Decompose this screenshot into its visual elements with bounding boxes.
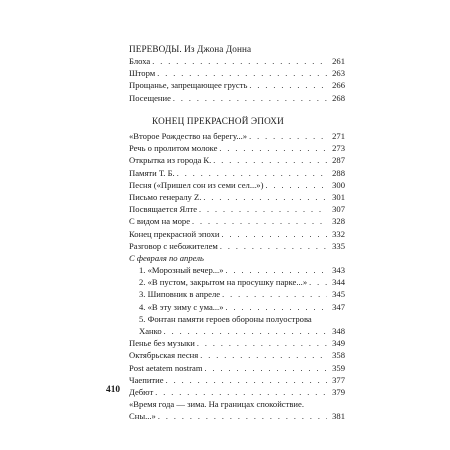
toc-entry — [129, 142, 345, 154]
toc-entry — [129, 276, 345, 288]
toc-entry-page: 273 — [332, 143, 345, 154]
toc-entry — [129, 264, 345, 276]
toc-entry-title: Ханко — [139, 326, 162, 336]
toc-entry-page: 266 — [332, 80, 345, 91]
toc-entry-title: Пенье без музыки — [129, 338, 195, 349]
toc-entry — [129, 313, 345, 325]
toc-entry-page: 359 — [332, 362, 345, 373]
toc-entry — [129, 55, 345, 67]
toc-entry — [129, 240, 345, 252]
toc-entry-title: 5. Фонтан памяти героев обороны полуострова — [139, 313, 312, 324]
toc-entry — [129, 288, 345, 300]
toc-entry-page: 335 — [332, 240, 345, 251]
leader-dots — [158, 411, 327, 423]
toc-entry-page: 347 — [332, 301, 345, 312]
toc-entry-title: Октябрьская песня — [129, 350, 199, 361]
toc-entry-title: Памяти Т. Б. — [129, 167, 175, 178]
toc-entry-page: 332 — [332, 228, 345, 239]
toc-entry — [129, 215, 345, 227]
toc-entry-page: 328 — [332, 216, 345, 227]
toc-entry-page: 307 — [332, 204, 345, 215]
toc-entry-title: Чаепитие — [129, 374, 164, 385]
toc-entry — [129, 167, 345, 179]
toc-entry-title: «Время года — зима. На границах спокойствие. — [129, 399, 304, 410]
toc-entry-title: Прощанье, запрещающее грусть — [129, 80, 248, 91]
toc-list-translations — [129, 55, 345, 104]
toc-entry — [129, 67, 345, 79]
toc-entry-title: 3. Шиповник в апреле — [139, 289, 221, 300]
toc-entry-title: 4. «В эту зиму с ума...» — [139, 301, 224, 312]
toc-entry — [129, 92, 345, 104]
toc-entry-page: 301 — [332, 191, 345, 202]
toc-entry — [129, 191, 345, 203]
toc-entry — [129, 386, 345, 398]
toc-entry-title: Сны...» — [129, 411, 156, 422]
toc-entry-title: Посещение — [129, 92, 171, 103]
toc-list-end-of-era — [129, 130, 345, 423]
toc-entry-page: 271 — [332, 131, 345, 141]
toc-entry-page: 263 — [332, 68, 345, 79]
toc-entry-title: Блоха — [129, 56, 151, 66]
section-heading-end-of-era: КОНЕЦ ПРЕКРАСНОЙ ЭПОХИ — [152, 116, 284, 126]
toc-entry-title: Песня («Пришел сон из семи сел...») — [129, 179, 264, 190]
toc-entry-title: Разговор с небожителем — [129, 240, 218, 251]
toc-entry — [129, 301, 345, 313]
toc-entry — [129, 130, 345, 142]
toc-entry — [129, 203, 345, 215]
toc-entry-title: Дебют — [129, 386, 154, 397]
toc-entry-title: Письмо генералу Z. — [129, 191, 202, 202]
section-heading-translations: ПЕРЕВОДЫ. Из Джона Донна — [129, 44, 252, 54]
toc-entry — [129, 337, 345, 349]
toc-entry — [129, 228, 345, 240]
toc-entry — [129, 179, 345, 191]
toc-group-heading — [129, 252, 345, 264]
toc-entry-page: 358 — [332, 350, 345, 361]
toc-entry-title: Речь о пролитом молоке — [129, 143, 218, 154]
toc-entry-title: «Второе Рождество на берегу...» — [129, 131, 248, 141]
toc-entry-title: Открытка из города К. — [129, 155, 212, 166]
toc-entry-continuation — [129, 325, 345, 337]
toc-entry-page: 288 — [332, 167, 345, 178]
toc-entry-page: 300 — [332, 179, 345, 190]
toc-entry-page: 261 — [332, 56, 345, 66]
toc-entry-title: Конец прекрасной эпохи — [129, 228, 220, 239]
toc-entry-page: 344 — [332, 277, 345, 288]
page-number: 410 — [106, 385, 121, 395]
toc-entry — [129, 362, 345, 374]
toc-entry — [129, 398, 345, 410]
toc-entry-title: 1. «Морозный вечер...» — [139, 265, 224, 276]
toc-entry-page: 345 — [332, 289, 345, 300]
toc-entry — [129, 374, 345, 386]
toc-entry — [129, 349, 345, 361]
leader-dots — [173, 93, 327, 105]
toc-entry-title: С видом на море — [129, 216, 191, 227]
toc-entry-title: Посвящается Ялте — [129, 204, 198, 215]
toc-entry-page: 377 — [332, 374, 345, 385]
toc-entry — [129, 79, 345, 91]
toc-entry-continuation — [129, 410, 345, 422]
toc-entry-page: 381 — [332, 411, 345, 422]
toc-entry-page: 348 — [332, 326, 345, 336]
toc-entry-page: 349 — [332, 338, 345, 349]
toc-entry-title: С февраля по апрель — [129, 252, 204, 263]
toc-entry-page: 343 — [332, 265, 345, 276]
toc-entry-title: Post aetatem nostram — [129, 362, 203, 373]
toc-entry-page: 287 — [332, 155, 345, 166]
toc-entry-page: 379 — [332, 386, 345, 397]
toc-entry — [129, 154, 345, 166]
toc-entry-page: 268 — [332, 92, 345, 103]
toc-entry-title: 2. «В пустом, закрытом на просушку парке...» — [139, 277, 308, 288]
toc-entry-title: Шторм — [129, 68, 156, 79]
